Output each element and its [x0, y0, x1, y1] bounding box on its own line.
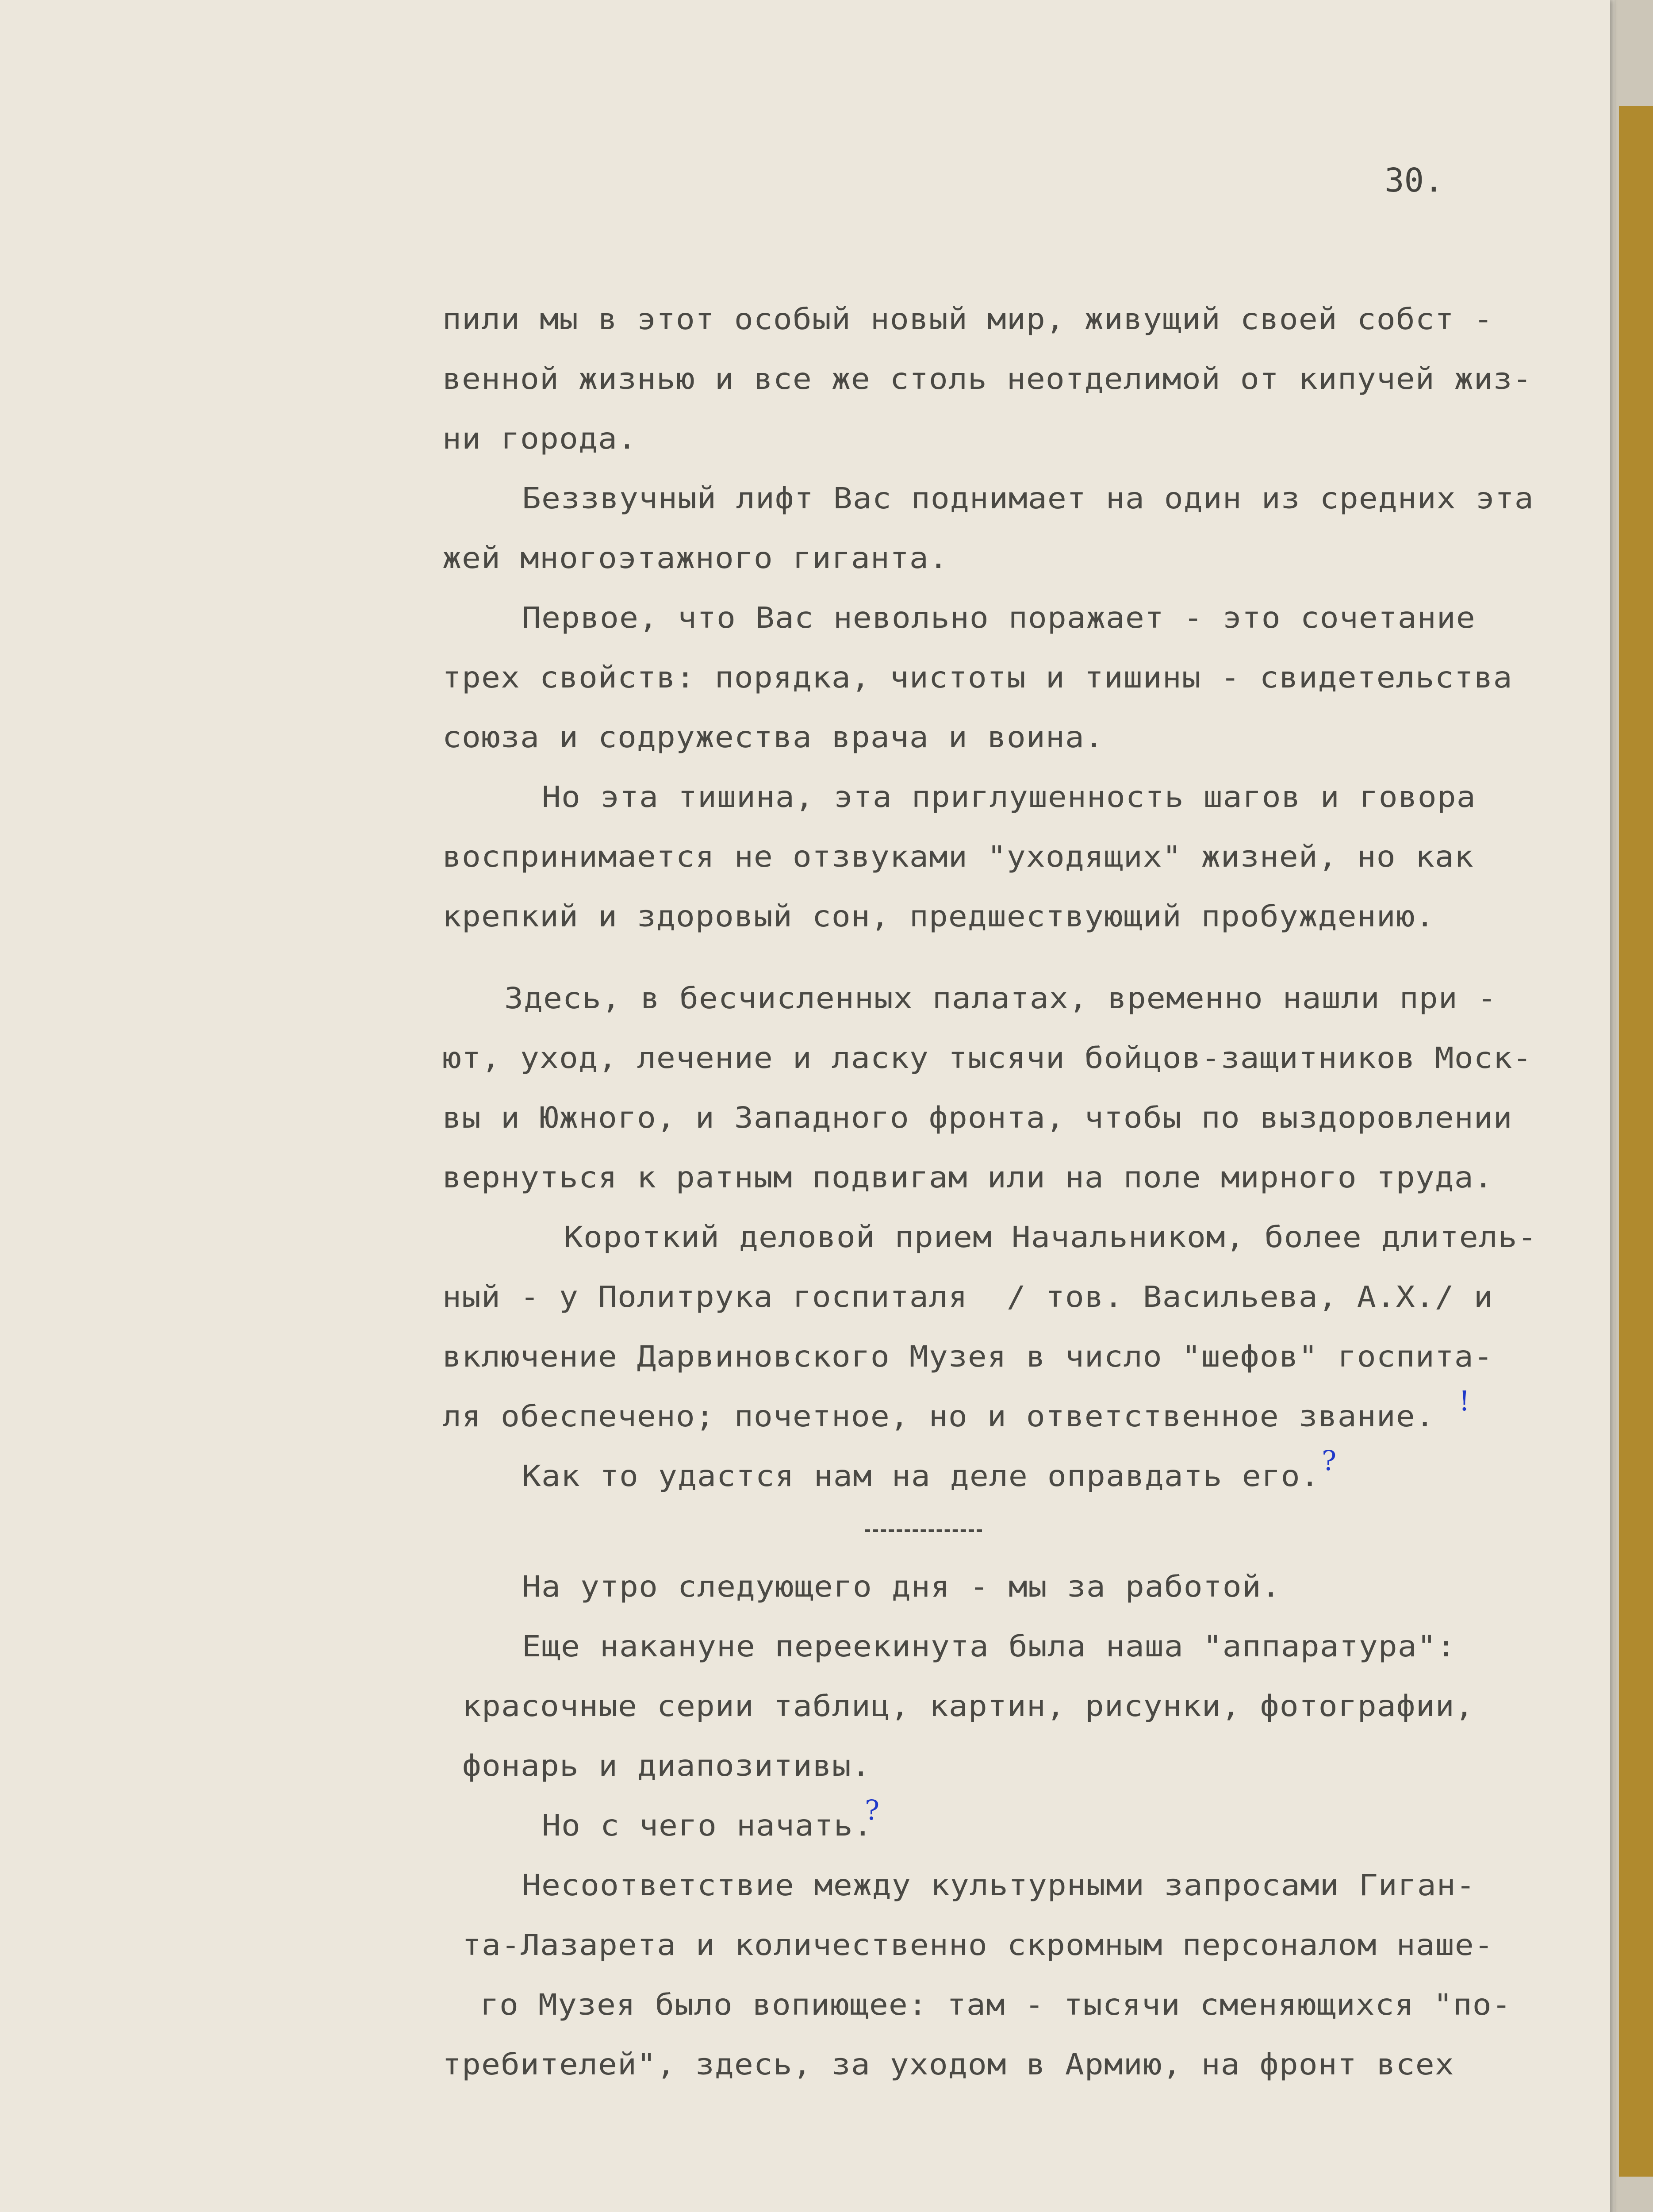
handwritten-exclamation: ! — [1459, 1385, 1470, 1417]
text-line: воспринимается не отзвуками "уходящих" жизней, но как — [442, 840, 1474, 874]
text-line: Но эта тишина, эта приглушенность шагов и говора — [542, 780, 1476, 814]
handwritten-question-mark: ? — [865, 1794, 880, 1826]
binding-strip — [1619, 106, 1653, 2177]
text-line: требителей", здесь, за уходом в Армию, на фронт всех — [442, 2047, 1454, 2081]
text-line: та-Лазарета и количественно скромным персоналом наше- — [462, 1928, 1494, 1962]
text-line: красочные серии таблиц, картин, рисунки, фотографии, — [462, 1689, 1474, 1723]
text-line: ни города. — [442, 422, 637, 456]
page-number: 30. — [1385, 161, 1444, 200]
text-line: Здесь, в бесчисленных палатах, временно нашли при - — [504, 981, 1497, 1015]
text-line: союза и содружества врача и воина. — [442, 720, 1104, 754]
text-line: крепкий и здоровый сон, предшествующий пробуждению. — [442, 899, 1435, 933]
text-line: венной жизнью и все же столь неотделимой от кипучей жиз- — [442, 362, 1532, 396]
text-line: На утро следующего дня - мы за работой. — [522, 1570, 1281, 1604]
section-separator — [865, 1529, 982, 1532]
text-line: ют, уход, лечение и ласку тысячи бойцов-защитников Моск- — [442, 1041, 1532, 1075]
text-line: фонарь и диапозитивы. — [462, 1749, 871, 1783]
text-line: Короткий деловой прием Начальником, более длитель- — [564, 1220, 1537, 1254]
text-line: вернуться к ратным подвигам или на поле мирного труда. — [442, 1160, 1493, 1194]
text-line: включение Дарвиновского Музея в число "шефов" госпита- — [442, 1340, 1493, 1374]
text-line: ный - у Политрука госпиталя / тов. Васильева, А.Х./ и — [442, 1280, 1493, 1314]
handwritten-question-mark: ? — [1322, 1444, 1337, 1477]
text-line: пили мы в этот особый новый мир, живущий своей собст - — [442, 302, 1493, 336]
text-line: Как то удастся нам на деле оправдать его. — [522, 1459, 1320, 1493]
text-line: Несоответствие между культурными запросами Гиган- — [522, 1868, 1476, 1902]
text-line: трех свойств: порядка, чистоты и тишины - свидетельства — [442, 661, 1513, 695]
text-line: го Музея было вопиющее: там - тысячи сменяющихся "по- — [480, 1988, 1511, 2022]
text-line: вы и Южного, и Западного фронта, чтобы по выздоровлении — [442, 1101, 1513, 1135]
text-line: Еще накануне переекинута была наша "аппаратура": — [522, 1629, 1456, 1663]
text-line: жей многоэтажного гиганта. — [442, 541, 948, 575]
text-line: Но с чего начать. — [542, 1809, 873, 1843]
text-line: Первое, что Вас невольно поражает - это сочетание — [522, 601, 1476, 635]
text-line: Беззвучный лифт Вас поднимает на один из средних эта — [522, 481, 1534, 515]
text-line: ля обеспечено; почетное, но и ответственное звание. — [442, 1399, 1435, 1433]
